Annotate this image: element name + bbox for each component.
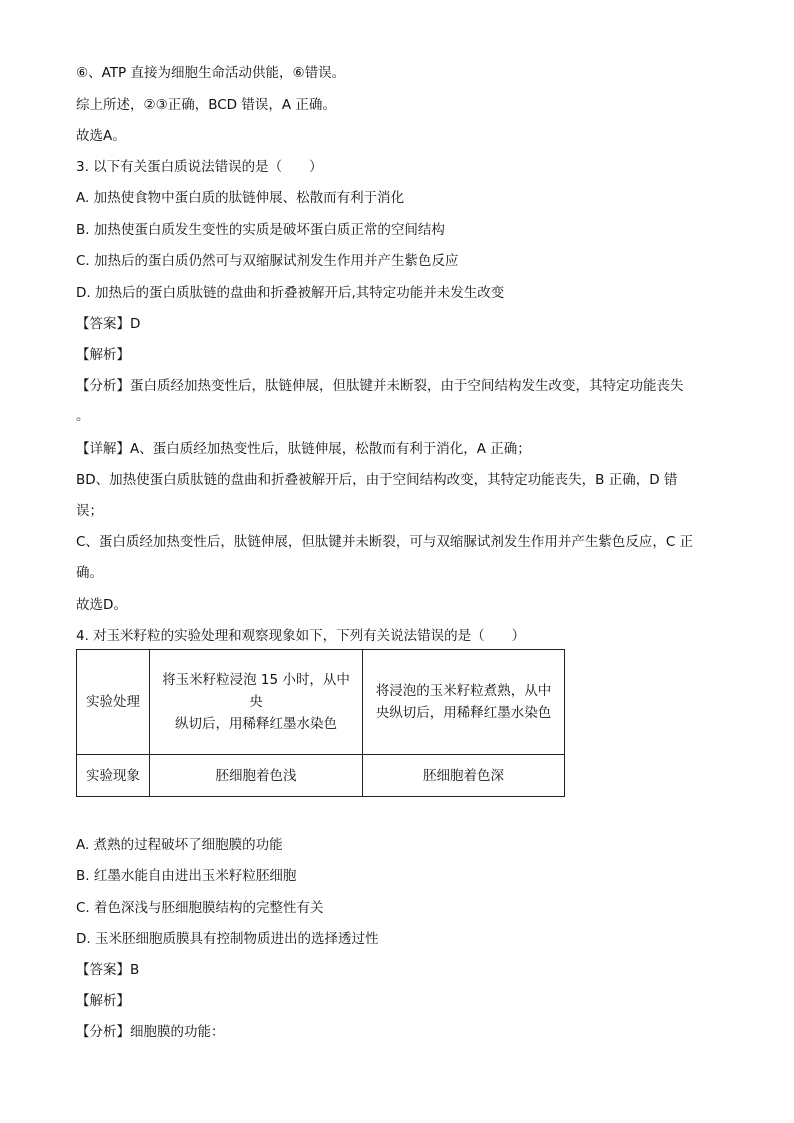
treatment-boiled-cell [363,650,565,755]
q3-option-c: C. 加热后的蛋白质仍然可与双缩脲试剂发生作用并产生紫色反应 [76,253,459,269]
q3-detail-line-5: 确。 [76,565,103,581]
q3-detail-line-3: 误； [76,503,103,519]
q3-option-a: A. 加热使食物中蛋白质的肽链伸展、松散而有利于消化 [76,190,405,206]
cell-line: 央 [249,694,263,710]
q3-option-b: B. 加热使蛋白质发生变性的实质是破坏蛋白质正常的空间结构 [76,222,445,238]
q3-detail-line-1: 【详解】A、蛋白质经加热变性后，肽链伸展，松散而有利于消化，A 正确； [76,441,531,457]
prev-conclusion: 故选A。 [76,128,126,144]
q3-detail-line-2: BD、加热使蛋白质肽链的盘曲和折叠被解开后，由于空间结构改变，其特定功能丧失，B 正确，D 错 [76,472,678,488]
prev-line-2: 综上所述，②③正确，BCD 错误，A 正确。 [76,97,336,113]
prev-line-1: ⑥、ATP 直接为细胞生命活动供能，⑥错误。 [76,65,346,81]
cell-line: 央纵切后，用稀释红墨水染色 [375,705,552,721]
q3-stem: 3. 以下有关蛋白质说法错误的是（ ） [76,159,323,175]
table-row [77,650,565,755]
q3-jiexi-heading: 【解析】 [76,347,130,363]
q4-jiexi-heading: 【解析】 [76,993,130,1009]
treatment-soaked-cell [150,650,363,755]
observation-soaked-cell: 胚细胞着色浅 [150,755,363,797]
q4-option-a: A. 煮熟的过程破坏了细胞膜的功能 [76,837,283,853]
cell-line: 将玉米籽粒浸泡 15 小时，从中 [162,672,350,688]
q3-detail-line-4: C、蛋白质经加热变性后，肽链伸展，但肽键并未断裂，可与双缩脲试剂发生作用并产生紫色反应，C 正 [76,534,694,550]
q4-option-c: C. 着色深浅与胚细胞膜结构的完整性有关 [76,900,324,916]
table-row [77,755,565,797]
q3-analysis-line-1: 【分析】蛋白质经加热变性后，肽链伸展，但肽键并未断裂，由于空间结构发生改变，其特定功能丧失 [76,378,684,394]
cell-line: 纵切后，用稀释红墨水染色 [175,716,337,732]
q3-analysis-line-2: 。 [76,408,90,424]
row-header-treatment: 实验处理 [77,650,150,755]
q3-conclusion: 故选D。 [76,597,127,613]
q4-option-d: D. 玉米胚细胞质膜具有控制物质进出的选择透过性 [76,931,379,947]
q3-answer: 【答案】D [76,316,141,332]
experiment-table [76,649,565,797]
q4-analysis-line: 【分析】细胞膜的功能： [76,1024,225,1040]
q3-option-d: D. 加热后的蛋白质肽链的盘曲和折叠被解开后,其特定功能并未发生改变 [76,285,505,301]
q4-option-b: B. 红墨水能自由进出玉米籽粒胚细胞 [76,868,297,884]
q4-answer: 【答案】B [76,962,140,978]
cell-line: 将浸泡的玉米籽粒煮熟，从中 [375,683,552,699]
observation-boiled-cell: 胚细胞着色深 [363,755,565,797]
row-header-observation: 实验现象 [77,755,150,797]
q4-stem: 4. 对玉米籽粒的实验处理和观察现象如下，下列有关说法错误的是（ ） [76,628,526,644]
